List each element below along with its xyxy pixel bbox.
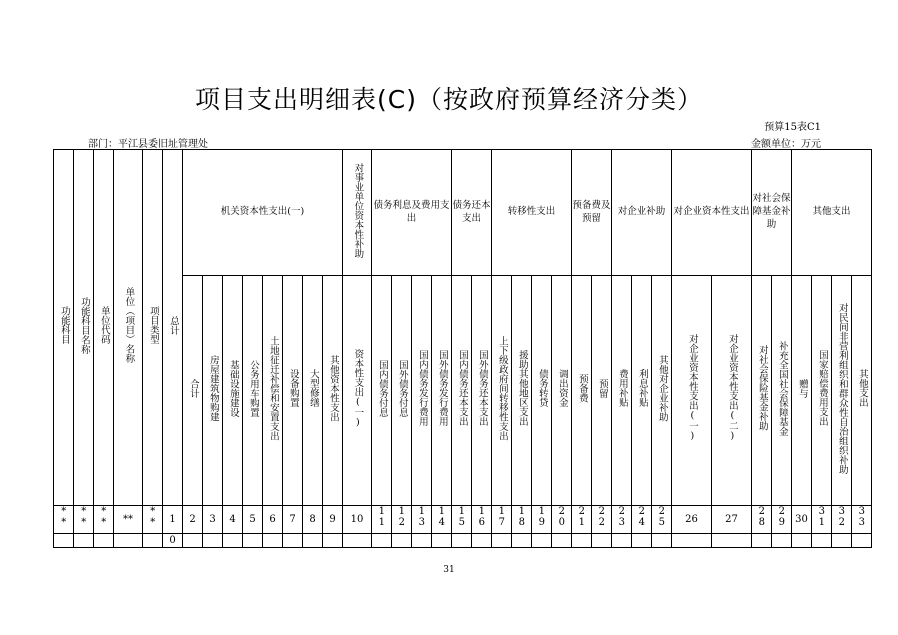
header-func-subject: 功能科目: [54, 150, 74, 506]
sub-header: 合计: [183, 276, 203, 506]
header-total: 总计: [163, 150, 183, 506]
sub-header: 房屋建筑物购建: [203, 276, 223, 506]
sub-header: 对企业资本性支出(一): [672, 276, 712, 506]
index-cell: 24: [632, 506, 652, 534]
index-cell: 11: [372, 506, 392, 534]
index-cell: 16: [472, 506, 492, 534]
index-cell: 7: [283, 506, 303, 534]
sub-header: 对企业资本性支出(二): [712, 276, 752, 506]
index-cell: 18: [512, 506, 532, 534]
sub-header: 上下级政府间转移性支出: [492, 276, 512, 506]
sub-header: 基础设施建设: [223, 276, 243, 506]
sub-header: 预留: [592, 276, 612, 506]
index-cell: 12: [392, 506, 412, 534]
sub-header: 调出资金: [552, 276, 572, 506]
index-cell: 32: [832, 506, 852, 534]
index-cell: 5: [243, 506, 263, 534]
page-number: 31: [443, 565, 455, 575]
index-cell: 3: [203, 506, 223, 534]
data-total-cell: 0: [163, 533, 183, 548]
index-cell: 33: [852, 506, 872, 534]
index-cell: 15: [452, 506, 472, 534]
page-title: 项目支出明细表(C)（按政府预算经济分类）: [195, 85, 703, 114]
index-cell: 8: [303, 506, 323, 534]
index-cell: 26: [672, 506, 712, 534]
index-cell: 2: [183, 506, 203, 534]
header-unit-project-name: 单位（项目）名称: [114, 150, 143, 506]
index-cell: 28: [752, 506, 772, 534]
index-cell: 23: [612, 506, 632, 534]
header-group-debt-repay: 债务还本支出: [452, 150, 492, 276]
index-cell: 21: [572, 506, 592, 534]
header-group-transfer: 转移性支出: [492, 150, 572, 276]
header-group-social: 对社会保障基金补助: [752, 150, 792, 276]
sub-header: 补充全国社会保障基金: [772, 276, 792, 506]
sub-header: 国内债务发行费用: [412, 276, 432, 506]
index-cell: **: [54, 506, 74, 534]
index-cell: 22: [592, 506, 612, 534]
data-row: [54, 533, 872, 548]
header-group-reserve: 预备费及预留: [572, 150, 612, 276]
sub-header: 国内债务还本支出: [452, 276, 472, 506]
sub-header: 国内债务付息: [372, 276, 392, 506]
form-number: 预算15表C1: [764, 122, 821, 133]
header-func-subject-name: 功能科目名称: [74, 150, 94, 506]
sub-header: 国家赔偿费用支出: [812, 276, 832, 506]
sub-header: 债务转贷: [532, 276, 552, 506]
sub-header: 费用补贴: [612, 276, 632, 506]
sub-header: 国外债务付息: [392, 276, 412, 506]
header-capital-subsidy: 对事业单位资本性补助: [343, 150, 372, 276]
header-row-groups: [54, 150, 872, 276]
sub-header: 国外债务发行费用: [432, 276, 452, 506]
index-cell: 29: [772, 506, 792, 534]
sub-header: 其他支出: [852, 276, 872, 506]
index-cell: 10: [343, 506, 372, 534]
index-cell: 14: [432, 506, 452, 534]
index-row: [54, 506, 872, 534]
header-unit-code: 单位代码: [94, 150, 114, 506]
sub-header: 对民间非营利组织和群众性自治组织补助: [832, 276, 852, 506]
index-cell: **: [94, 506, 114, 534]
department-label: 部门：平江县委旧址管理处: [88, 139, 208, 150]
index-cell: 31: [812, 506, 832, 534]
header-group-debt-fee: 债务利息及费用支出: [372, 150, 452, 276]
sub-header: 资本性支出(一): [343, 276, 372, 506]
sub-header: 赠与: [792, 276, 812, 506]
index-cell: 4: [223, 506, 243, 534]
index-cell: 25: [652, 506, 672, 534]
sub-header: 预备费: [572, 276, 592, 506]
sub-header: 大型修缮: [303, 276, 323, 506]
header-group-other: 其他支出: [792, 150, 872, 276]
index-cell: 9: [323, 506, 343, 534]
header-group-enterprise-capital: 对企业资本性支出: [672, 150, 752, 276]
index-cell: 30: [792, 506, 812, 534]
sub-header: 公务用车购置: [243, 276, 263, 506]
sub-header: 援助其他地区支出: [512, 276, 532, 506]
header-group-enterprise: 对企业补助: [612, 150, 672, 276]
index-cell: 17: [492, 506, 512, 534]
expenditure-table: [53, 149, 872, 548]
money-unit-label: 金额单位：万元: [751, 139, 821, 150]
header-project-type: 项目类型: [143, 150, 163, 506]
sub-header: 对社会保险基金补助: [752, 276, 772, 506]
sub-header: 土地征迁补偿和安置支出: [263, 276, 283, 506]
index-cell: 19: [532, 506, 552, 534]
index-cell: **: [114, 506, 143, 534]
sub-header: 国外债务还本支出: [472, 276, 492, 506]
header-group-capital: 机关资本性支出(一): [183, 150, 343, 276]
index-cell: 13: [412, 506, 432, 534]
index-cell: 6: [263, 506, 283, 534]
index-cell: 20: [552, 506, 572, 534]
sub-header: 利息补贴: [632, 276, 652, 506]
sub-header: 设备购置: [283, 276, 303, 506]
index-cell: 27: [712, 506, 752, 534]
index-cell: **: [74, 506, 94, 534]
sub-header: 其他资本性支出: [323, 276, 343, 506]
index-cell: 1: [163, 506, 183, 534]
index-cell: **: [143, 506, 163, 534]
sub-header: 其他对企业补助: [652, 276, 672, 506]
